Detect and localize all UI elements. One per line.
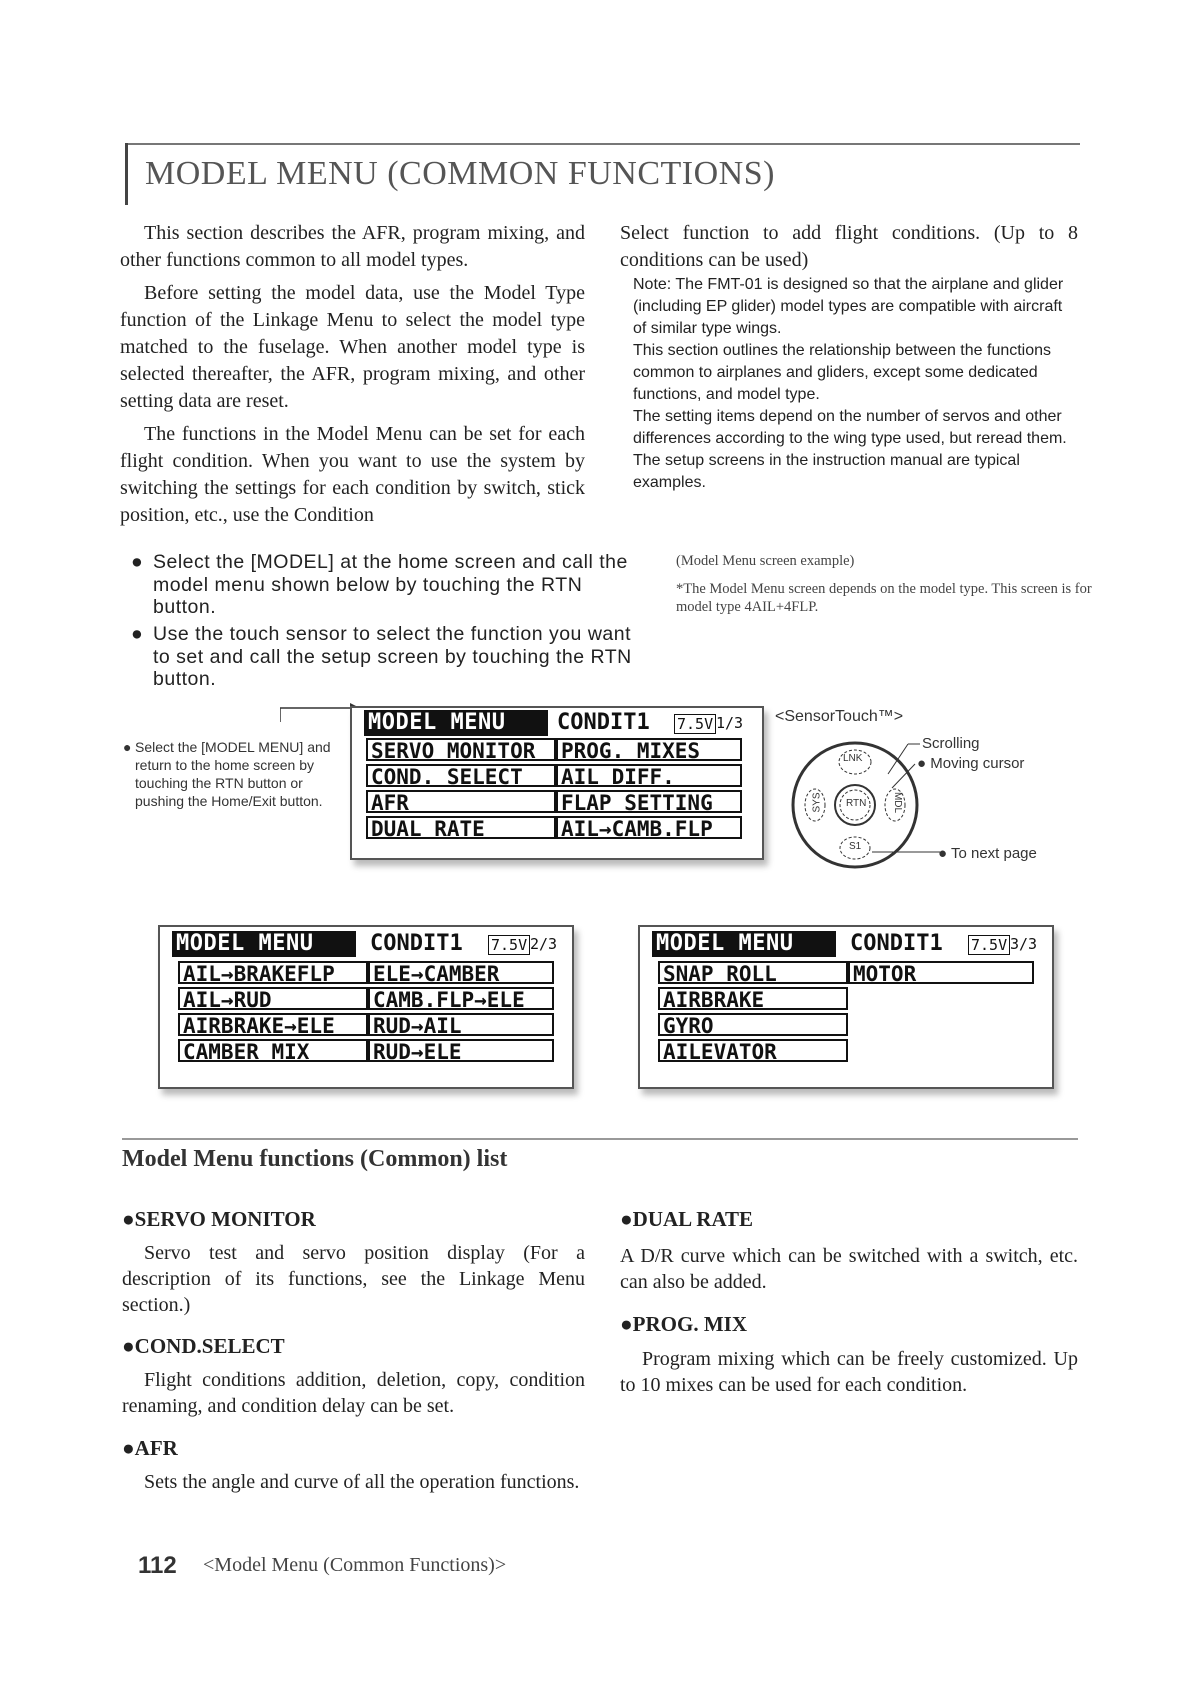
screen-note: *The Model Menu screen depends on the model type. This screen is for model type 4AIL+4FLP. [676, 581, 1092, 615]
battery-indicator: 7.5V [674, 714, 716, 734]
condition-text [620, 220, 1078, 274]
callout-text: ● Select the [MODEL MENU] and return to the home screen by touching the RTN button or pushing the Home/Exit button. [123, 739, 331, 809]
page-number: 112 [138, 1552, 177, 1579]
menu-item-camb-flp-ele[interactable]: CAMB.FLP→ELE [368, 987, 554, 1010]
callout-arrow [280, 700, 360, 740]
menu-item-airbrake-ele[interactable]: AIRBRAKE→ELE [178, 1013, 368, 1036]
moving-cursor-label: ● Moving cursor [917, 755, 1025, 772]
function-heading-prog-mix: ●PROG. MIX [620, 1312, 748, 1336]
menu-item-gyro[interactable]: GYRO [658, 1013, 848, 1036]
page-indicator: 3/3 [1010, 935, 1038, 953]
function-heading-dual-rate: ●DUAL RATE [620, 1207, 754, 1231]
menu-item-ailevator[interactable]: AILEVATOR [658, 1039, 848, 1062]
s1-label: S1 [849, 841, 862, 852]
bullet-item-2 [123, 623, 633, 691]
menu-item-ail-diff[interactable]: AIL DIFF. [556, 764, 742, 787]
menu-item-snap-roll[interactable]: SNAP ROLL [658, 961, 848, 984]
bullet-text-1: Select the [MODEL] at the home screen and call the model menu shown below by touching the RTN button. [153, 551, 628, 618]
bullet-dot-icon: ● [123, 739, 132, 755]
function-text-servo-monitor: Servo test and servo position display (For a description of its functions, see the Linkage Menu section.) [122, 1242, 585, 1316]
intro-paragraph-2: Before setting the model data, use the Model Type function of the Linkage Menu to select the model type matched to the fuselage. When another model type is selected thereafter, the AFR, program mixing, and other setting data are reset. [120, 282, 585, 412]
bullet-item-1 [123, 551, 633, 619]
intro-paragraph-1: This section describes the AFR, program mixing, and other functions common to all model types. [120, 222, 585, 271]
intro-text [120, 220, 585, 535]
note-2: This section outlines the relationship between the functions common to airplanes and gliders, except some dedicated functions, and model type. [633, 342, 1052, 403]
rtn-label: RTN [846, 798, 867, 809]
note-3: The setting items depend on the number of servos and other differences according to the wing type used, but reread them. The setup screens in the instruction manual are typical examples. [633, 408, 1067, 491]
screen-header: MODEL MENU [172, 931, 356, 957]
page-footer-section: <Model Menu (Common Functions)> [203, 1554, 507, 1576]
next-page-label: ● To next page [938, 845, 1037, 862]
function-text-dual-rate: A D/R curve which can be switched with a switch, etc. can also be added. [620, 1245, 1078, 1293]
bullet-text-2: Use the touch sensor to select the function you want to set and call the setup screen by touching the RTN button. [153, 623, 632, 690]
list-heading: Model Menu functions (Common) list [122, 1146, 508, 1172]
section-rule [122, 1138, 1078, 1140]
page-title: MODEL MENU (COMMON FUNCTIONS) [145, 155, 775, 192]
page-indicator: 2/3 [530, 935, 558, 953]
function-heading-servo-monitor: ●SERVO MONITOR [122, 1207, 316, 1231]
battery-indicator: 7.5V [968, 935, 1010, 955]
condition-paragraph: Select function to add flight conditions. (Up to 8 conditions can be used) [620, 222, 1078, 271]
bullet-dot-icon: ● [131, 623, 144, 645]
function-heading-cond-select: ●COND.SELECT [122, 1334, 285, 1358]
menu-item-rud-ail[interactable]: RUD→AIL [368, 1013, 554, 1036]
menu-item-ail-rud[interactable]: AIL→RUD [178, 987, 368, 1010]
function-text-cond-select: Flight conditions addition, deletion, copy, condition renaming, and condition delay can be set. [122, 1369, 585, 1417]
menu-item-afr[interactable]: AFR [366, 790, 556, 813]
menu-item-ail-camb-flp[interactable]: AIL→CAMB.FLP [556, 816, 742, 839]
menu-item-rud-ele[interactable]: RUD→ELE [368, 1039, 554, 1062]
function-text-afr: Sets the angle and curve of all the operation functions. [144, 1471, 580, 1493]
screen-header: MODEL MENU [364, 710, 548, 736]
mdl-label: MDL [892, 791, 904, 814]
bullet-dot-icon: ● [131, 551, 144, 573]
menu-item-airbrake[interactable]: AIRBRAKE [658, 987, 848, 1010]
title-rule [125, 143, 1080, 145]
menu-item-prog-mixes[interactable]: PROG. MIXES [556, 738, 742, 761]
menu-item-cond-select[interactable]: COND. SELECT [366, 764, 556, 787]
menu-item-dual-rate[interactable]: DUAL RATE [366, 816, 556, 839]
note-1: Note: The FMT-01 is designed so that the airplane and glider (including EP glider) model types are compatible with aircraft of similar type wings. [633, 276, 1064, 337]
screen-header: MODEL MENU [652, 931, 836, 957]
scrolling-label: Scrolling [922, 735, 980, 752]
sensor-title: <SensorTouch™> [775, 708, 904, 725]
screen-caption: (Model Menu screen example) [676, 553, 855, 569]
menu-item-ele-camber[interactable]: ELE→CAMBER [368, 961, 554, 984]
sys-label: SYS [811, 792, 823, 813]
model-menu-screen-2 [158, 925, 574, 1089]
menu-item-flap-setting[interactable]: FLAP SETTING [556, 790, 742, 813]
model-menu-screen-3 [638, 925, 1054, 1089]
condition-label: CONDIT1 [370, 931, 463, 956]
model-menu-screen-1 [350, 706, 764, 860]
menu-item-motor[interactable]: MOTOR [848, 961, 1034, 984]
function-heading-afr: ●AFR [122, 1436, 178, 1460]
battery-indicator: 7.5V [488, 935, 530, 955]
intro-paragraph-3: The functions in the Model Menu can be set for each flight condition. When you want to use the system by switching the settings for each condition by switch, stick position, etc., use the Condition [120, 423, 585, 526]
menu-item-ail-brakeflp[interactable]: AIL→BRAKEFLP [178, 961, 368, 984]
condition-label: CONDIT1 [557, 710, 650, 735]
function-text-prog-mix: Program mixing which can be freely customized. Up to 10 mixes can be used for each condition. [620, 1348, 1078, 1396]
note-block [633, 274, 1078, 494]
page-indicator: 1/3 [716, 714, 744, 732]
lnk-label: LNK [843, 753, 863, 764]
title-bar [125, 143, 128, 205]
condition-label: CONDIT1 [850, 931, 943, 956]
menu-item-servo-monitor[interactable]: SERVO MONITOR [366, 738, 556, 761]
menu-item-camber-mix[interactable]: CAMBER MIX [178, 1039, 368, 1062]
